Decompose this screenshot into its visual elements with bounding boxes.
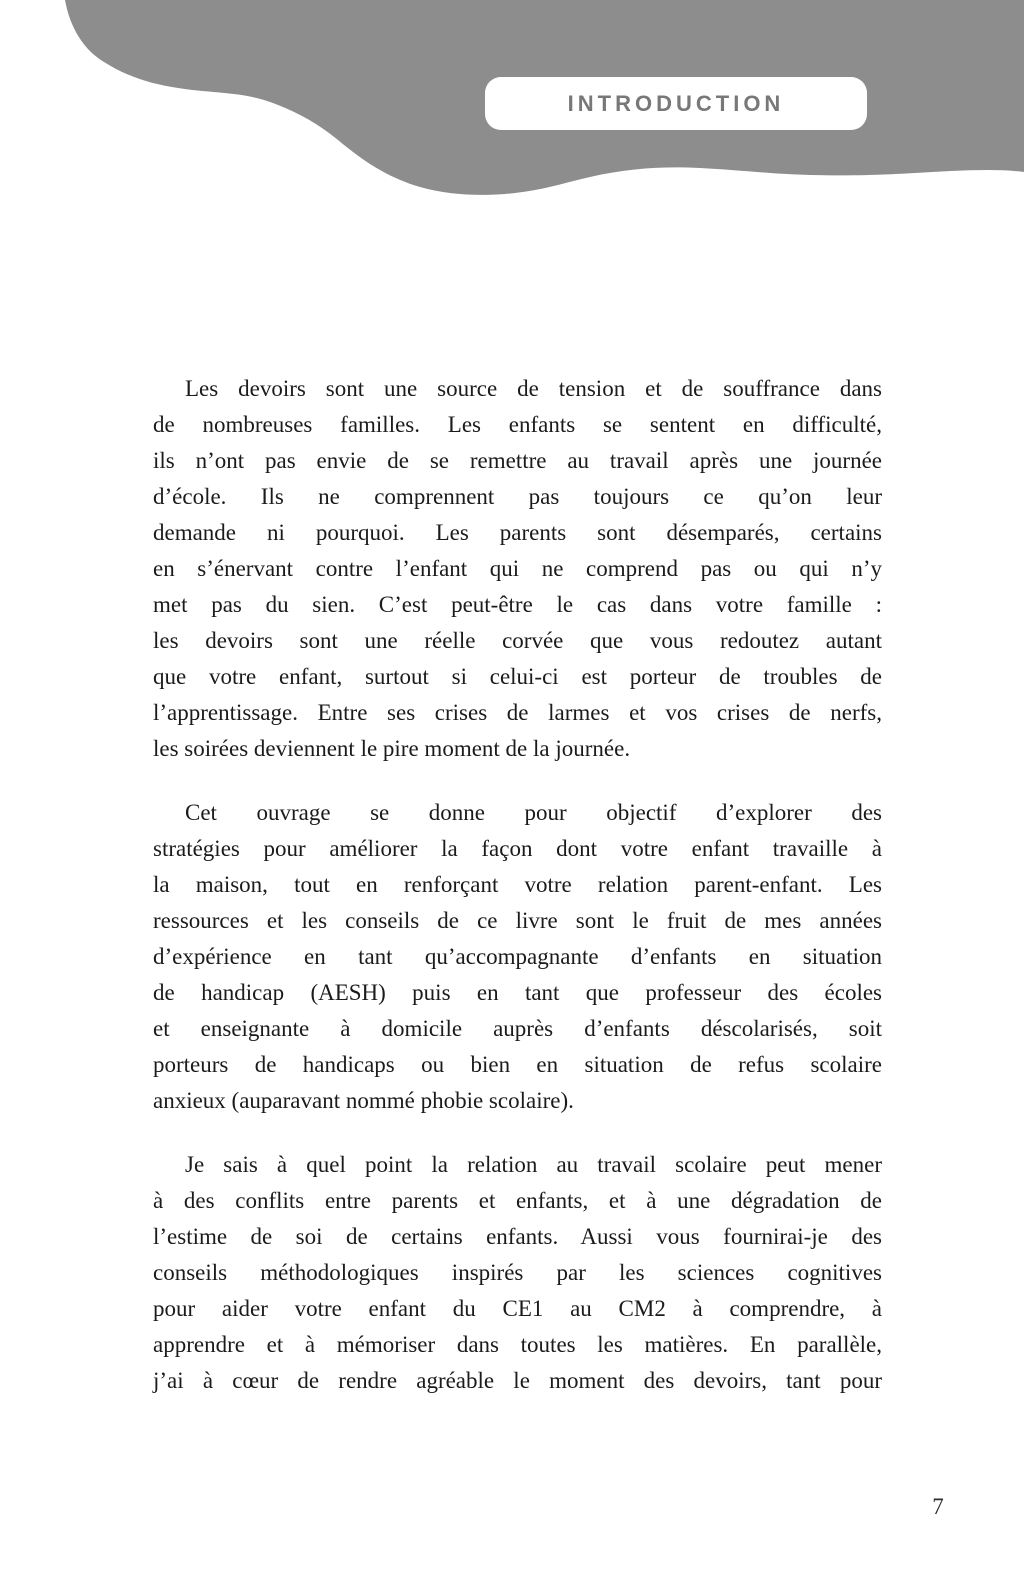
text-line: l’estime de soi de certains enfants. Aussi vous fournirai-je des [153,1224,882,1249]
text-line: conseils méthodologiques inspirés par les sciences cognitives [153,1260,882,1285]
text-line: l’apprentissage. Entre ses crises de larmes et vos crises de nerfs, [153,700,882,725]
text-line: à des conflits entre parents et enfants, et à une dégradation de [153,1188,882,1213]
text-line: en s’énervant contre l’enfant qui ne comprend pas ou qui n’y [153,556,882,581]
text-line: met pas du sien. C’est peut-être le cas dans votre famille : [153,592,882,617]
page-number: 7 [932,1494,944,1519]
body-text [153,371,882,1399]
text-line: les soirées deviennent le pire moment de la journée. [153,736,631,761]
paragraph [153,795,882,1119]
text-line: stratégies pour améliorer la façon dont votre enfant travaille à [153,836,882,861]
text-line: d’expérience en tant qu’accompagnante d’enfants en situation [153,944,882,969]
text-line: que votre enfant, surtout si celui-ci est porteur de troubles de [153,664,882,689]
text-line: j’ai à cœur de rendre agréable le moment des devoirs, tant pour [153,1368,882,1393]
text-line: Je sais à quel point la relation au travail scolaire peut mener [185,1152,882,1177]
text-line: d’école. Ils ne comprennent pas toujours ce qu’on leur [153,484,882,509]
paragraph [153,1147,882,1399]
text-line: ils n’ont pas envie de se remettre au travail après une journée [153,448,882,473]
text-line: demande ni pourquoi. Les parents sont désemparés, certains [153,520,882,545]
text-line: porteurs de handicaps ou bien en situation de refus scolaire [153,1052,882,1077]
text-line: de nombreuses familles. Les enfants se sentent en difficulté, [153,412,882,437]
text-line: ressources et les conseils de ce livre sont le fruit de mes années [153,908,882,933]
paragraph [153,371,882,767]
text-line: apprendre et à mémoriser dans toutes les matières. En parallèle, [153,1332,882,1357]
text-line: Les devoirs sont une source de tension et de souffrance dans [185,376,882,401]
text-line: les devoirs sont une réelle corvée que vous redoutez autant [153,628,882,653]
chapter-title: INTRODUCTION [567,90,785,116]
text-line: et enseignante à domicile auprès d’enfants déscolarisés, soit [153,1016,882,1041]
chapter-header [485,77,867,130]
text-line: pour aider votre enfant du CE1 au CM2 à comprendre, à [153,1296,882,1321]
text-line: Cet ouvrage se donne pour objectif d’explorer des [185,800,882,825]
text-line: anxieux (auparavant nommé phobie scolaire). [153,1088,574,1113]
text-line: la maison, tout en renforçant votre relation parent-enfant. Les [153,872,882,897]
text-line: de handicap (AESH) puis en tant que professeur des écoles [153,980,882,1005]
